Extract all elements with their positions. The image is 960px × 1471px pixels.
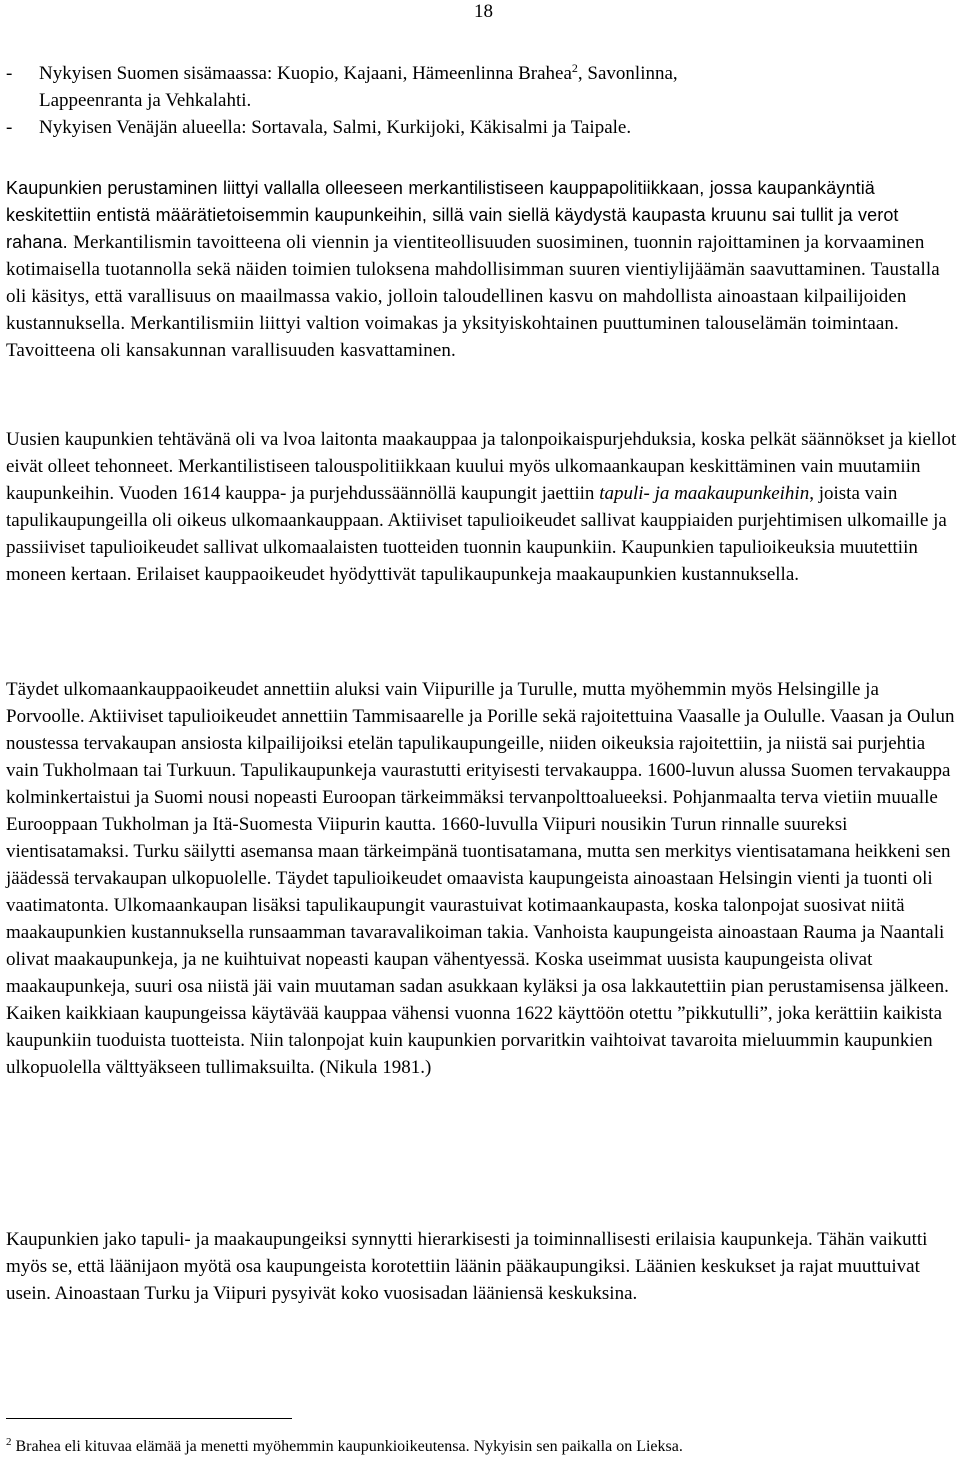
list-item	[6, 60, 960, 87]
paragraph-trade-rights: Täydet ulkomaankauppaoikeudet annettiin aluksi vain Viipurille ja Turulle, mutta myöhemmin myös Helsingille ja Porvoolle. Aktiiviset tapulioikeudet annettiin Tammisaarelle ja Porille sekä rajoitettuina Vaasalle ja Oululle. Vaasan ja Oulun noustessa tervakaupan ansiosta kilpailijoiksi etelän tapulikaupungeille, niiden oikeuksia rajoitettiin, ja niistä sai purjehtia vain Tukholmaan tai Turkuun. Tapulikaupunkeja vaurastutti erityisesti tervakauppa. 1600-luvun alussa Suomen tervakauppa kolminkertaistui ja Suomi nousi nopeasti Euroopan tärkeimmäksi tervanpolttoalueeksi. Pohjanmaalta terva vietiin muualle Eurooppaan Tukholman ja Itä-Suomesta Viipurin kautta. 1660-luvulla Viipuri nousikin Turun rinnalle suureksi vientisatamaksi. Turku säilytti asemansa maan tärkeimpänä tuontisatamana, mutta sen merkitys vientisatamana heikkeni sen jäädessä tervakaupan ulkopuolelle. Täydet tapulioikeudet omaavista kaupungeista ainoastaan Helsingin vienti ja tuonti oli vaatimatonta. Ulkomaankaupan lisäksi tapulikaupungit vaurastuivat kotimaankaupasta, koska talonpojat suosivat niitä maakaupunkien kustannuksella runsaamman tavaravalikoiman takia. Vanhoista kaupungeista ainoastaan Rauma ja Naantali olivat maakaupunkeja, ja ne kuihtuivat nopeasti kaupan vähentyessä. Koska useimmat uusista kaupungeista olivat maakaupunkeja, suuri osa niistä jäi vain muutaman sadan asukkaan kyläksi ja osa lakkautettiin pian perustamisensa jälkeen. Kaiken kaikkiaan kaupungeissa käytävää kauppaa vähensi vuonna 1622 käyttöön otettu ”pikkutulli”, joka kerättiin kaikista kaupunkiin tuoduista tuotteista. Niin talonpojat kuin kaupunkien porvaritkin vaihtoivat tavaroita mieluummin kaupunkien ulkopuolella välttyäkseen tullimaksuilta. (Nikula 1981.)	[6, 679, 955, 1078]
paragraph-text: Uusien kaupunkien tehtävänä oli va lvoa laitonta maakauppaa ja talonpoikaispurjehduksia, koska pelkät säännökset ja kiellot eivät olleet tehonneet. Merkantilistiseen talouspolitiikkaan kuului myös ulkomaankaupan keskittäminen vain muutamiin kaupunkeihin. Vuoden 1614 kauppa- ja purjehdussäännöllä kaupungit jaettiin	[6, 429, 957, 504]
footnote-divider	[6, 1418, 292, 1419]
list-item-text: Nykyisen Suomen sisämaassa: Kuopio, Kajaani, Hämeenlinna Brahea	[39, 63, 572, 84]
paragraph-text: , joista vain tapulikaupungeilla oli oikeus ulkomaankauppaan. Aktiiviset tapulioikeudet sallivat kauppiaiden purjehtimisen ulkomaille ja passiiviset tapulioikeudet sallivat ulkomaalaisten tuotteiden tuonnin kaupunkiin. Kaupunkien tapulioikeuksia muutettiin moneen kertaan. Erilaiset kauppaoikeudet hyödyttivät tapulikaupunkeja maakaupunkien kustannuksella.	[6, 483, 947, 585]
paragraph-sans-text: Kaupunkien perustaminen liittyi vallalla olleeseen merkantilistiseen kauppapolitiikkaan, jossa kaupankäyntiä keskitettiin entistä määrätietoisemmin kaupunkeihin, sillä vain siellä käydystä kaupasta kruunu sai tullit ja verot rahana.	[6, 178, 899, 252]
page-number: 18	[474, 1, 493, 22]
town-list	[6, 60, 960, 141]
footnote	[6, 1437, 956, 1457]
paragraph-mercantilism	[6, 175, 960, 364]
footnote-number: 2	[6, 1436, 12, 1448]
list-item-text: Nykyisen Venäjän alueella: Sortavala, Salmi, Kurkijoki, Käkisalmi ja Taipale.	[39, 117, 632, 138]
paragraph-town-hierarchy: Kaupunkien jako tapuli- ja maakaupungeiksi synnytti hierarkisesti ja toiminnallisesti erilaisia kaupunkeja. Tähän vaikutti myös se, että läänijaon myötä osa kaupungeista korotettiin läänin pääkaupungiksi. Läänien keskukset ja rajat muuttuivat usein. Ainoastaan Turku ja Viipuri pysyivät koko vuosisadan lääniensä keskuksina.	[6, 1229, 928, 1304]
footnote-reference[interactable]: 2	[571, 61, 578, 75]
footnote-text: Brahea eli kituvaa elämää ja menetti myöhemmin kaupunkioikeutensa. Nykyisin sen paikalla on Lieksa.	[11, 1438, 683, 1455]
list-item	[6, 114, 960, 141]
list-item-text-cont: , Savonlinna,	[577, 63, 678, 84]
paragraph-staple-towns	[6, 426, 960, 588]
italic-term: tapuli- ja maakaupunkeihin	[599, 483, 810, 504]
list-item-continuation: Lappeenranta ja Vehkalahti.	[39, 90, 252, 111]
paragraph-serif-text: Merkantilismin tavoitteena oli viennin ja vientiteollisuuden suosiminen, tuonnin rajoittaminen ja korvaaminen kotimaisella tuotannolla sekä näiden toimien tuloksena mahdollisimman suuren vientiylijäämän saavuttaminen. Taustalla oli käsitys, että varallisuus on maailmassa vakio, jolloin taloudellinen kasvu on mahdollista ainoastaan kilpailijoiden kustannuksella. Merkantilismiin liittyi valtion voimakas ja yksityiskohtainen puuttuminen talouselämän toimintaan. Tavoitteena oli kansakunnan varallisuuden kasvattaminen.	[6, 232, 940, 361]
list-marker: -	[6, 117, 13, 138]
list-marker: -	[6, 63, 13, 84]
